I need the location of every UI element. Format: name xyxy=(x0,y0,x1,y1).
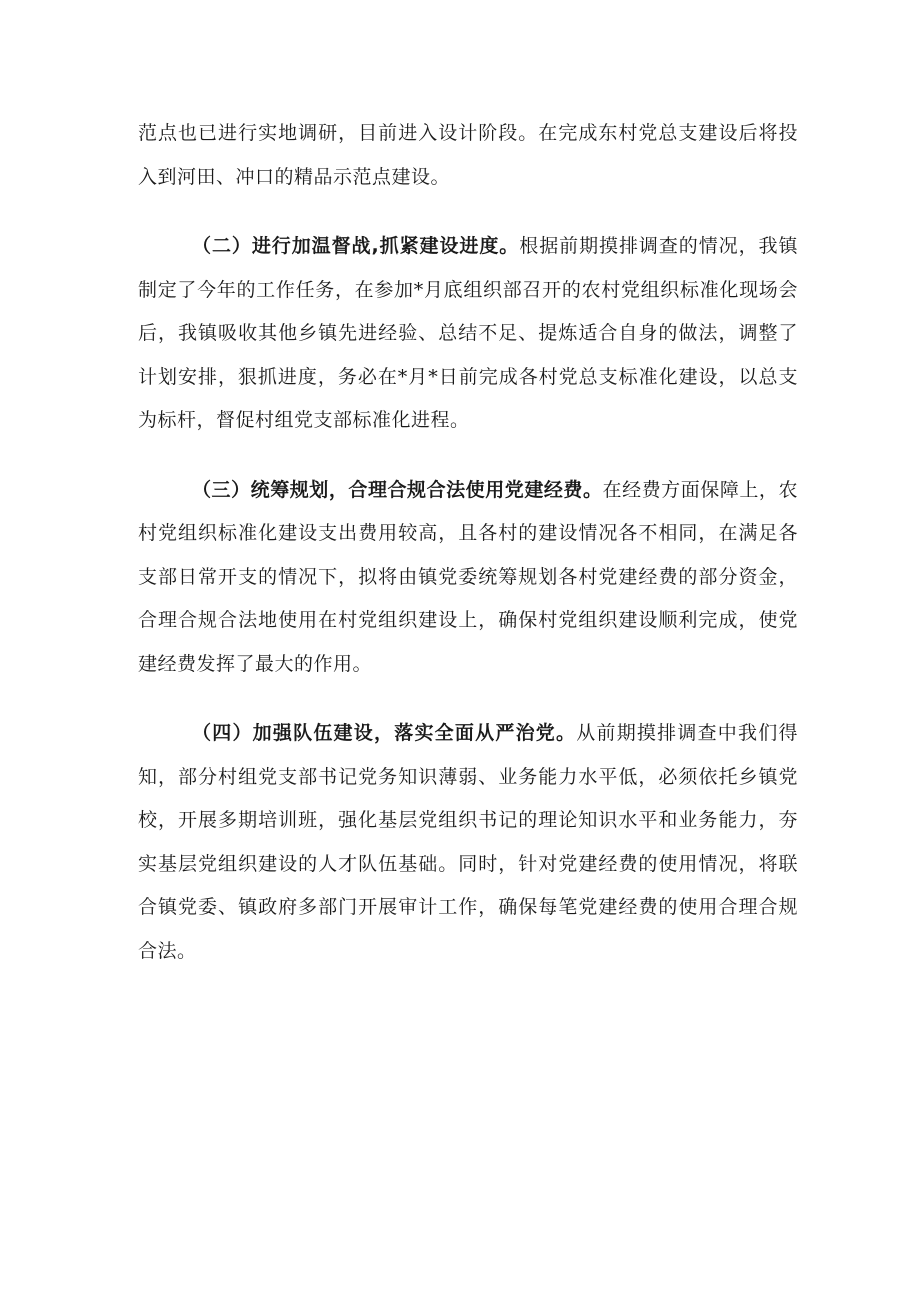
paragraph-body: 在经费方面保障上，农村党组织标准化建设支出费用较高，且各村的建设情况各不相同，在满足各支部日常开支的情况下，拟将由镇党委统筹规划各村党建经费的部分资金，合理合规合法地使用在村党组织建设上，确保村党组织建设顺利完成，使党建经费发挥了最大的作用。 xyxy=(138,478,798,675)
paragraph-continuation xyxy=(138,112,798,199)
paragraph-body: 范点也已进行实地调研，目前进入设计阶段。在完成东村党总支建设后将投入到河田、冲口的精品示范点建设。 xyxy=(138,122,798,188)
paragraph-body: 从前期摸排调查中我们得知，部分村组党支部书记党务知识薄弱、业务能力水平低，必须依托乡镇党校，开展多期培训班，强化基层党组织书记的理论知识水平和业务能力，夯实基层党组织建设的人才队伍基础。同时，针对党建经费的使用情况，将联合镇党委、镇政府多部门开展审计工作，确保每笔党建经费的使用合理合规合法。 xyxy=(138,722,798,962)
paragraph-section-2 xyxy=(138,225,798,443)
section-heading: （三）统筹规划，合理合规合法使用党建经费。 xyxy=(192,478,603,501)
document-page xyxy=(138,112,798,973)
section-heading: （四）加强队伍建设，落实全面从严治党。 xyxy=(192,722,577,744)
paragraph-section-4 xyxy=(138,712,798,973)
paragraph-section-3 xyxy=(138,469,798,687)
paragraph-body: 根据前期摸排调查的情况，我镇制定了今年的工作任务，在参加*月底组织部召开的农村党组织标准化现场会后，我镇吸收其他乡镇先进经验、总结不足、提炼适合自身的做法，调整了计划安排，狠抓进度，务必在*月*日前完成各村党总支标准化建设，以总支为标杆，督促村组党支部标准化进程。 xyxy=(138,235,798,431)
section-heading: （二）进行加温督战,抓紧建设进度。 xyxy=(192,235,520,257)
